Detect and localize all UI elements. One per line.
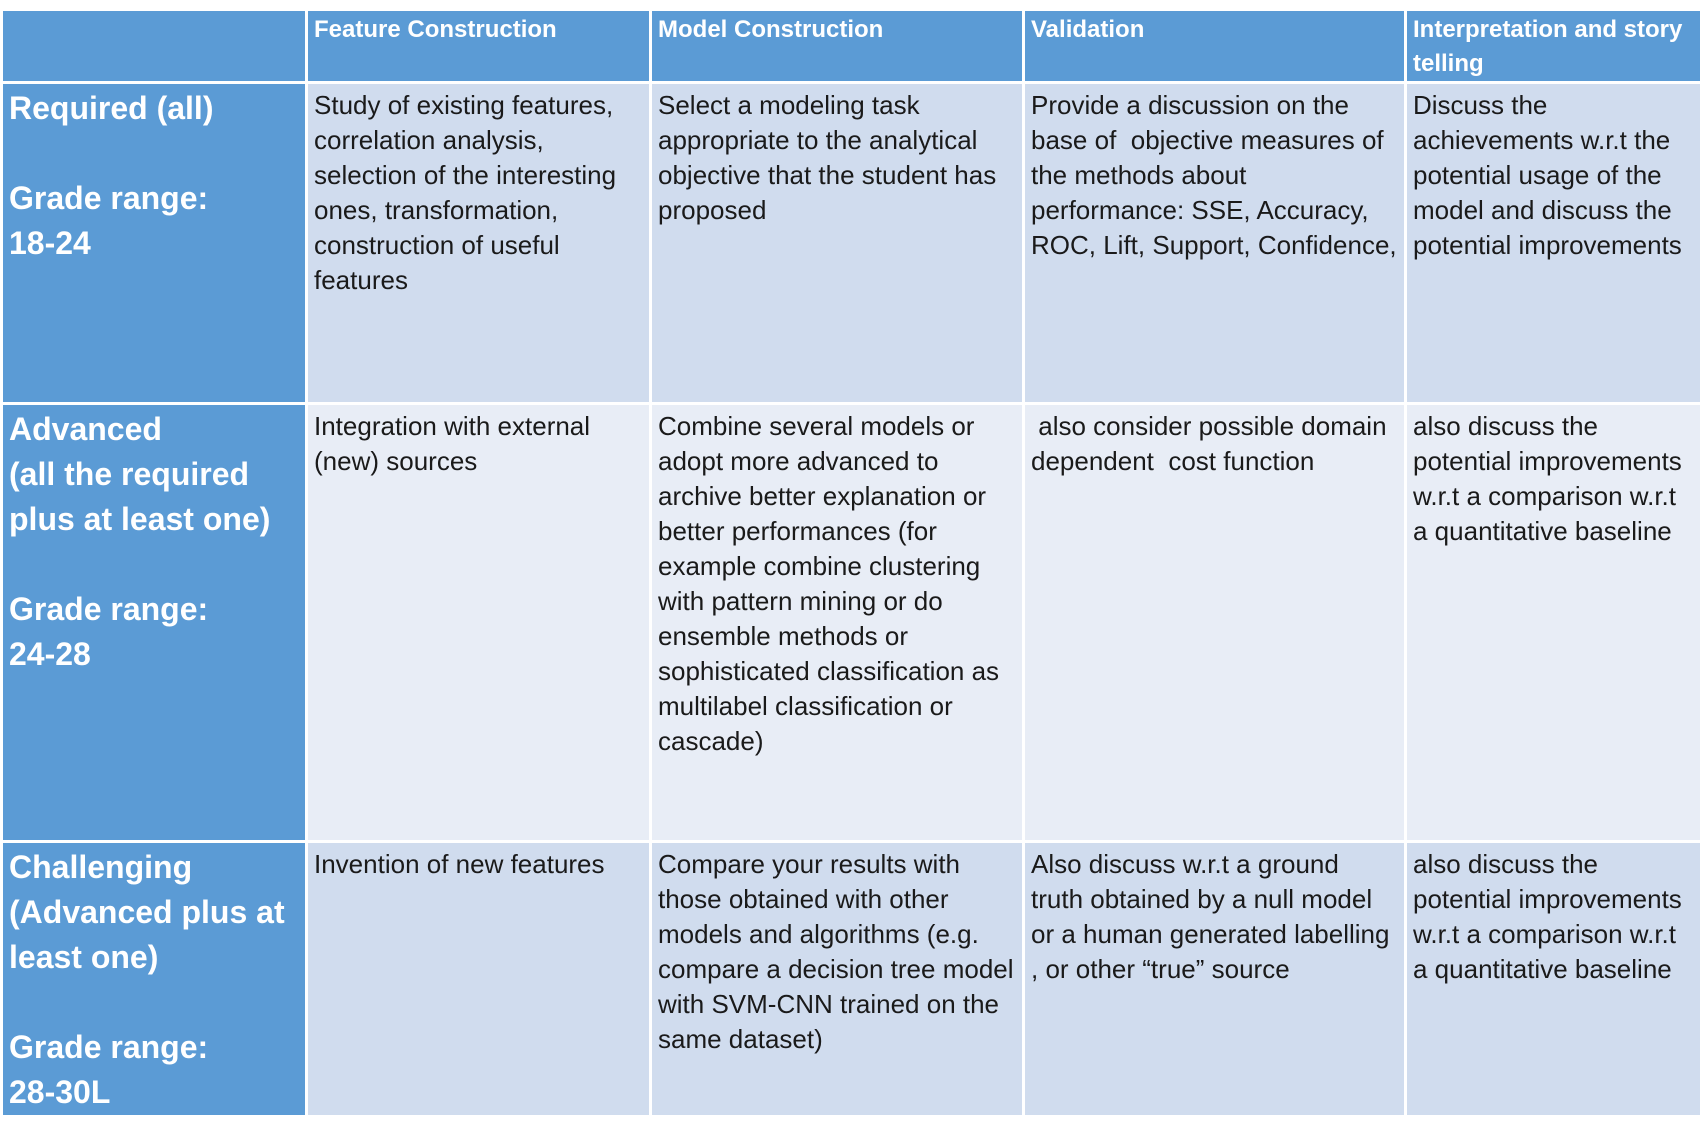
cell-required-feature: Study of existing features, correlation analysis, selection of the interesting ones, transformation, construction of useful features [307,83,651,404]
grade-range: 24-28 [9,636,91,672]
col-header-interpretation: Interpretation and story telling [1406,10,1702,83]
col-header-validation: Validation [1024,10,1406,83]
row-header-challenging [2,842,307,1117]
level-title: Challenging [9,849,193,885]
cell-required-validation: Provide a discussion on the base of objective measures of the methods about performance: SSE, Accuracy, ROC, Lift, Support, Confidence, [1024,83,1406,404]
cell-advanced-validation: also consider possible domain dependent cost function [1024,404,1406,842]
grade-range: 28-30L [9,1074,111,1110]
grade-label: Grade range: [9,1029,209,1065]
row-challenging [2,842,1702,1117]
cell-challenging-feature: Invention of new features [307,842,651,1117]
cell-advanced-feature: Integration with external (new) sources [307,404,651,842]
cell-advanced-interpretation: also discuss the potential improvements w.r.t a comparison w.r.t a quantitative baseline [1406,404,1702,842]
level-title: Required (all) [9,90,214,126]
col-header-feature-construction: Feature Construction [307,10,651,83]
grade-range: 18-24 [9,225,91,261]
row-header-required [2,83,307,404]
level-condition: (all the required plus at least one) [9,456,271,537]
grade-label: Grade range: [9,180,209,216]
row-advanced [2,404,1702,842]
cell-challenging-validation: Also discuss w.r.t a ground truth obtained by a null model or a human generated labelling , or other “true” source [1024,842,1406,1117]
row-required [2,83,1702,404]
col-header-model-construction: Model Construction [651,10,1024,83]
cell-required-model: Select a modeling task appropriate to the analytical objective that the student has proposed [651,83,1024,404]
cell-challenging-interpretation: also discuss the potential improvements w.r.t a comparison w.r.t a quantitative baseline [1406,842,1702,1117]
cell-required-interpretation: Discuss the achievements w.r.t the potential usage of the model and discuss the potential improvements [1406,83,1702,404]
level-title: Advanced [9,411,162,447]
header-row [2,10,1702,83]
cell-advanced-model: Combine several models or adopt more advanced to archive better explanation or better performances (for example combine clustering with pattern mining or do ensemble methods or sophisticated classification as multilabel classification or cascade) [651,404,1024,842]
corner-cell [2,10,307,83]
grade-label: Grade range: [9,591,209,627]
level-condition: (Advanced plus at least one) [9,894,285,975]
cell-challenging-model: Compare your results with those obtained with other models and algorithms (e.g. compare a decision tree model with SVM-CNN trained on the same dataset) [651,842,1024,1117]
grading-rubric-table [0,8,1703,1118]
row-header-advanced [2,404,307,842]
